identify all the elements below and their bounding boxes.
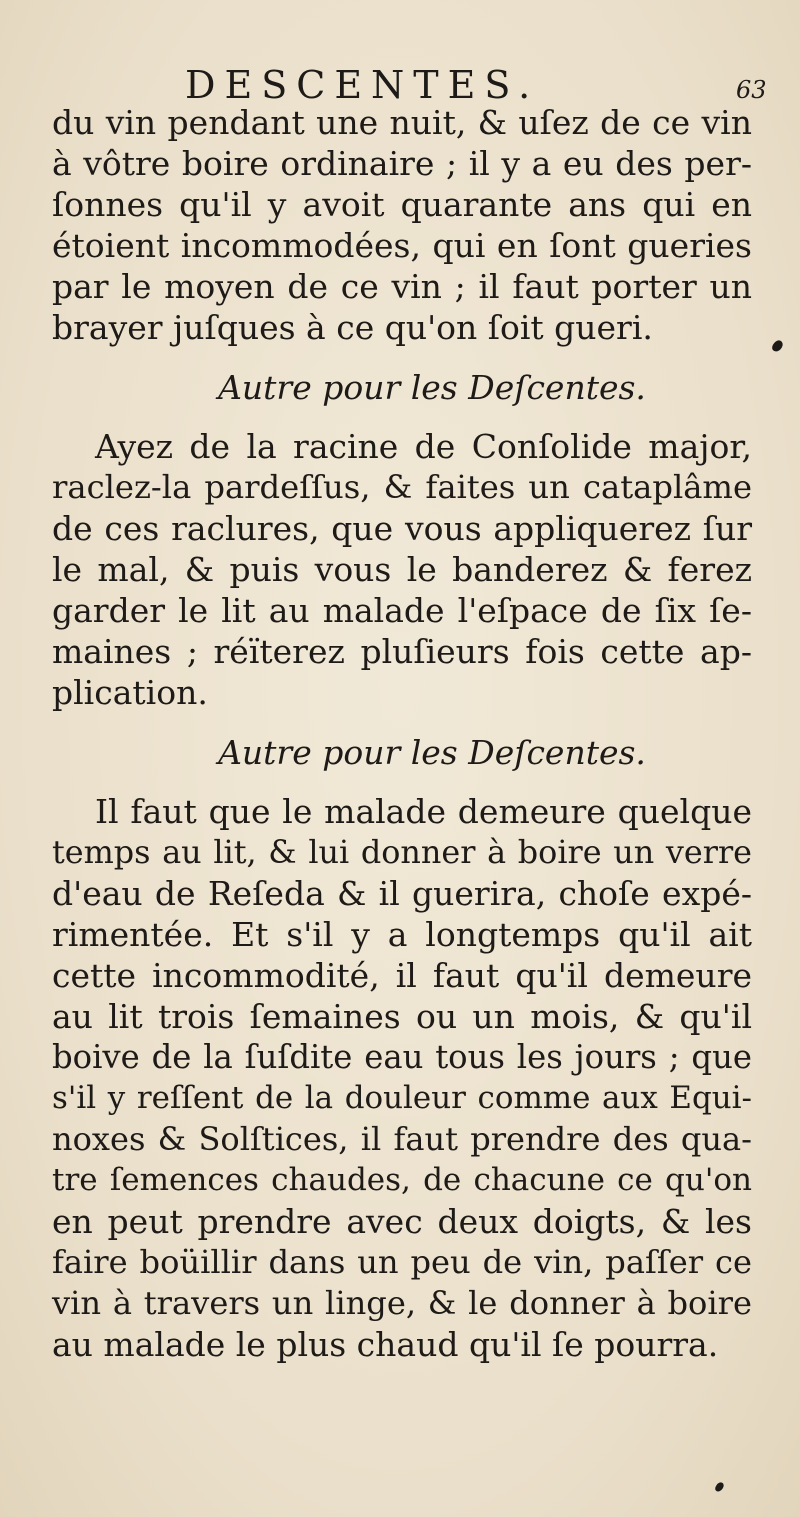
text-line: du vin pendant une nuit, & uſez de ce vin <box>52 103 752 142</box>
text-line: garder le lit au malade l'eſpace de ſix ſe- <box>52 591 752 630</box>
text-line: au lit trois ſemaines ou un mois, & qu'il <box>52 997 752 1036</box>
ink-spot <box>771 339 785 354</box>
text-line: tre ſemences chaudes, de chacune ce qu'on <box>52 1162 752 1198</box>
text-line: noxes & Solſtices, il faut prendre des qua- <box>52 1120 752 1158</box>
text-line: temps au lit, & lui donner à boire un verre <box>52 833 752 871</box>
text-line: à vôtre boire ordinaire ; il y a eu des per- <box>52 144 752 183</box>
text-line: par le moyen de ce vin ; il faut porter un <box>52 267 752 306</box>
text-line: Il faut que le malade demeure quelque <box>95 792 752 831</box>
paragraph-2 <box>52 426 752 713</box>
paragraph-3 <box>52 791 752 1365</box>
running-title: DESCENTES. <box>185 63 540 107</box>
text-line: brayer juſques à ce qu'on ſoit gueri. <box>52 308 653 347</box>
text-line: plication. <box>52 673 208 712</box>
text-line: de ces raclures, que vous appliquerez ſur <box>52 509 752 548</box>
text-line: Ayez de la racine de Conſolide major, <box>95 427 752 466</box>
text-line: maines ; réïterez pluſieurs fois cette ap- <box>52 632 752 671</box>
text-line: vin à travers un linge, & le donner à boire <box>52 1284 752 1322</box>
text-line: s'il y reſſent de la douleur comme aux Equi- <box>52 1080 752 1116</box>
text-line: au malade le plus chaud qu'il ſe pourra. <box>52 1325 719 1364</box>
text-line: le mal, & puis vous le banderez & ferez <box>52 550 752 589</box>
text-line: faire boüillir dans un peu de vin, paſſer ce <box>52 1243 752 1281</box>
text-line: boive de la ſuſdite eau tous les jours ; que <box>52 1038 752 1076</box>
body-text <box>52 102 752 1365</box>
text-line: rimentée. Et s'il y a longtemps qu'il ait <box>52 915 752 954</box>
text-line: en peut prendre avec deux doigts, & les <box>52 1202 752 1241</box>
text-line: cette incommodité, il faut qu'il demeure <box>52 956 752 995</box>
paragraph-1 <box>52 102 752 348</box>
section-heading-2: Autre pour les Deſcentes. <box>218 733 646 772</box>
page-number: 63 <box>736 76 767 104</box>
ink-spot <box>714 1481 725 1493</box>
section-heading-1: Autre pour les Deſcentes. <box>218 368 646 407</box>
text-line: raclez-la pardeſſus, & faites un cataplâme <box>52 468 752 506</box>
text-line: étoient incommodées, qui en ſont gueries <box>52 226 752 265</box>
text-line: d'eau de Reſeda & il guerira, choſe expé- <box>52 874 752 913</box>
text-line: ſonnes qu'il y avoit quarante ans qui en <box>52 185 752 224</box>
